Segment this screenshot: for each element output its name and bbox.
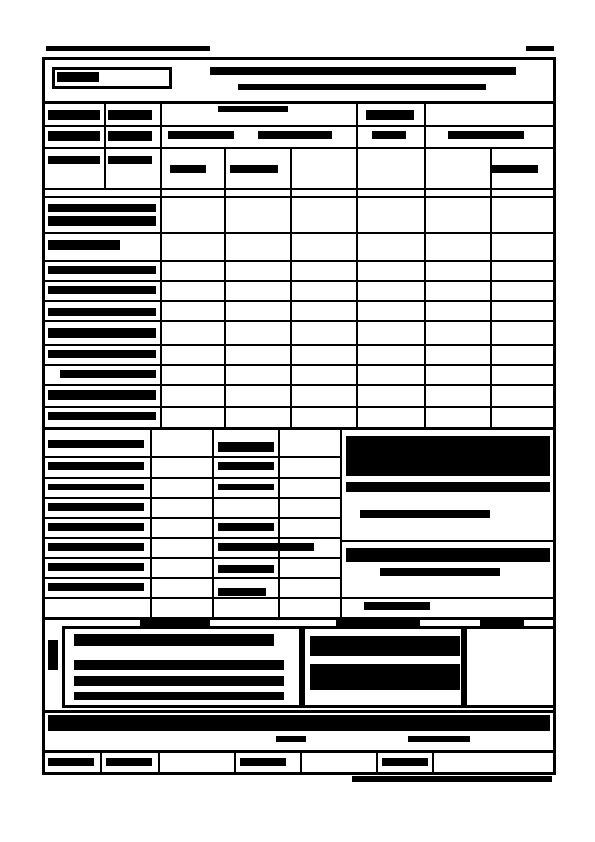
- panel-line: [42, 477, 342, 479]
- row-divider-1: [42, 125, 556, 127]
- form-id-label: [57, 72, 99, 82]
- panel-label: [218, 484, 274, 490]
- notice-text: [346, 436, 550, 476]
- label-f: [108, 156, 152, 164]
- row-label: [48, 266, 156, 274]
- sig-text: [310, 664, 460, 690]
- panel-v: [278, 430, 280, 618]
- panel-v: [150, 430, 152, 618]
- sig-text: [74, 692, 284, 700]
- row-label: [48, 350, 156, 358]
- panel-line: [42, 597, 556, 599]
- v-div-4: [424, 101, 426, 427]
- table-row-line: [42, 260, 556, 262]
- sig-text: [74, 676, 284, 686]
- row-label: [48, 240, 120, 250]
- bottom-v: [158, 750, 160, 775]
- header-marker-left: [46, 46, 210, 51]
- cert-text: [408, 736, 470, 742]
- sig-text: [74, 634, 274, 646]
- label-o: [490, 165, 538, 173]
- cert-text: [48, 715, 550, 731]
- row-label: [48, 328, 156, 338]
- label-n: [230, 165, 278, 173]
- notice-divider: [342, 540, 556, 542]
- sig-text: [74, 660, 284, 670]
- label-d: [108, 110, 152, 120]
- table-row-line: [42, 364, 556, 366]
- panel-label: [218, 462, 274, 470]
- title-divider: [42, 101, 556, 104]
- panel-label: [48, 543, 144, 551]
- panel-v: [340, 430, 342, 618]
- label-c: [48, 156, 100, 164]
- sig-box-right: [464, 626, 556, 708]
- bottom-label: [48, 758, 94, 766]
- label-e: [108, 131, 152, 141]
- panel-label: [218, 523, 274, 531]
- sig-text: [310, 636, 460, 656]
- panel-line: [42, 557, 342, 559]
- v-div-3: [356, 101, 358, 427]
- panel-label: [48, 523, 144, 531]
- cert-text: [276, 736, 306, 742]
- notice-text: [380, 568, 500, 576]
- table-row-line: [42, 320, 556, 322]
- table-row-line: [42, 344, 556, 346]
- panel-label: [48, 484, 144, 490]
- panel-label: [218, 442, 274, 452]
- bottom-v: [100, 750, 102, 775]
- panel-label: [218, 565, 274, 573]
- row-divider-2: [42, 147, 556, 149]
- bottom-v: [432, 750, 434, 775]
- sig-side-mark: [48, 640, 58, 670]
- cert-top: [42, 710, 556, 713]
- row-divider-3: [42, 188, 556, 190]
- table-row-line: [42, 384, 556, 386]
- table-row-line: [42, 196, 556, 198]
- bottom-label: [106, 758, 152, 766]
- notice-text: [364, 602, 430, 610]
- table-row-line: [42, 232, 556, 234]
- label-h: [168, 131, 234, 139]
- sig-top: [42, 617, 556, 620]
- table-row-line: [42, 280, 556, 282]
- bottom-v: [234, 750, 236, 775]
- footer-marker: [352, 776, 552, 782]
- row-label: [48, 412, 156, 420]
- label-m: [170, 165, 206, 173]
- panel-label: [218, 543, 314, 551]
- title-line-2: [238, 84, 486, 90]
- title-line-1: [210, 67, 516, 75]
- panel-v: [212, 430, 214, 618]
- panel-line: [42, 517, 342, 519]
- panel-line: [42, 537, 342, 539]
- bottom-label: [382, 758, 428, 766]
- header-marker-right: [526, 46, 554, 51]
- row-label: [48, 286, 156, 294]
- label-a: [48, 110, 100, 120]
- panel-line: [42, 456, 342, 458]
- bottom-v: [376, 750, 378, 775]
- panel-label: [218, 588, 266, 596]
- row-label: [60, 370, 156, 378]
- panel-label: [48, 583, 144, 591]
- bottom-label: [240, 758, 286, 766]
- label-i: [258, 131, 332, 139]
- panel-label: [48, 503, 144, 511]
- row-label: [48, 308, 156, 316]
- label-g: [218, 106, 288, 112]
- panel-label: [48, 462, 144, 470]
- panel-label: [48, 563, 144, 571]
- notice-text: [346, 482, 550, 492]
- v-div-2: [160, 101, 162, 427]
- row-label: [48, 204, 156, 212]
- notice-text: [360, 510, 490, 518]
- bottom-top: [42, 750, 556, 753]
- panel-line: [42, 577, 342, 579]
- row-label: [48, 216, 156, 226]
- label-j: [366, 110, 414, 120]
- v-div-1: [104, 101, 106, 188]
- panel-line: [42, 497, 342, 499]
- table-row-line: [42, 406, 556, 408]
- label-b: [48, 131, 100, 141]
- label-l: [448, 131, 524, 139]
- table-row-line: [42, 300, 556, 302]
- panel-header: [48, 440, 144, 448]
- table-row-line: [42, 427, 556, 430]
- bottom-v: [300, 750, 302, 775]
- notice-text: [346, 548, 550, 562]
- row-label: [48, 390, 156, 400]
- label-k: [372, 131, 406, 139]
